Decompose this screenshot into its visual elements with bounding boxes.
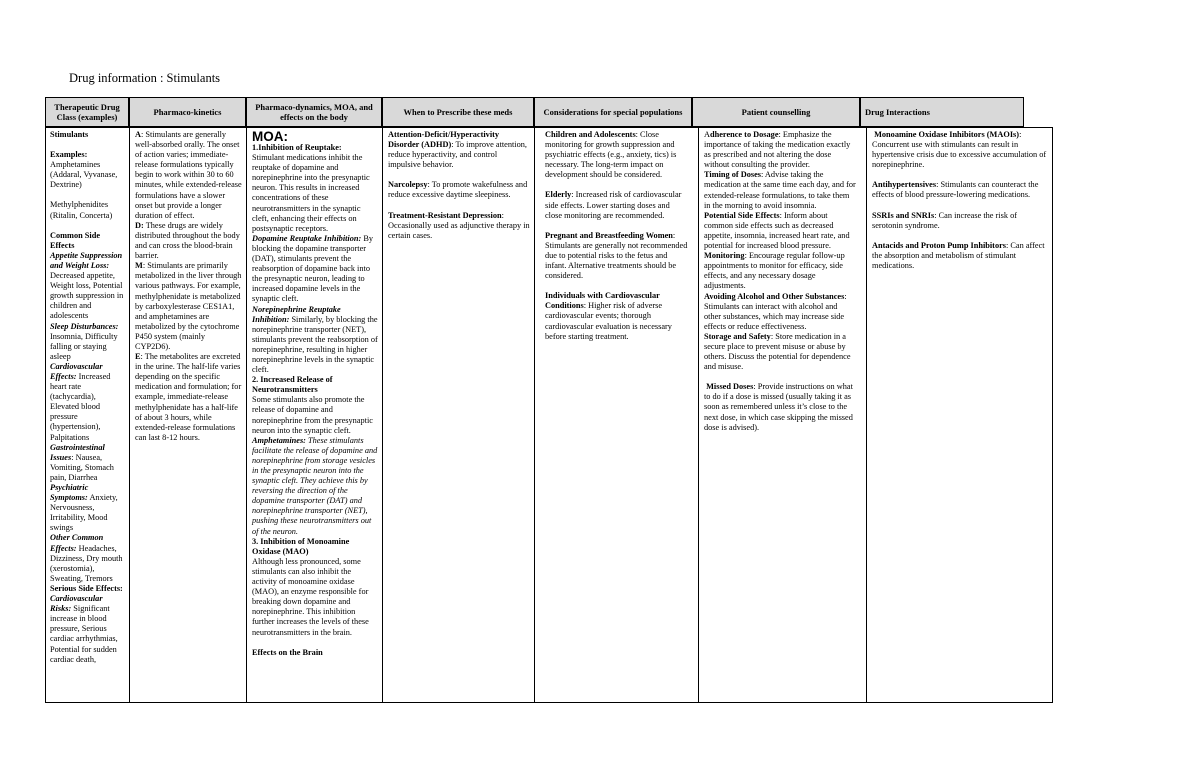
missed-doses-label: Missed Doses (706, 382, 754, 392)
adhd-text: : To improve attention, reduce hyperactivity, and control impulsive behavior. (388, 140, 527, 170)
adherence-text: : Emphasize the importance of taking the medication exactly as prescribed and not altering the dose without consulting the provider. (704, 130, 851, 170)
col-pharmacokinetics (129, 127, 246, 703)
children-label: Children and Adolescents (545, 130, 636, 139)
col-pharmacodynamics (246, 127, 382, 703)
maoi-label: Monoamine Oxidase Inhibitors (MAOIs) (874, 130, 1020, 139)
mao-text: Although less pronounced, some stimulants can also inhibit the activity of monoamine oxidase (MAO), an enzyme responsible for breaking down dopamine and norepinephrine. This inhibition further increases the levels of these neurotransmitters in the brain. (252, 556, 369, 637)
col-patient-counselling (698, 127, 860, 703)
cardio-text: Increased heart rate (tachycardia), Elevated blood pressure (hypertension), Palpitations (50, 371, 111, 442)
psych-label: Psychiatric Symptoms: (50, 483, 89, 503)
adhd-label: Attention-Deficit/Hyperactivity Disorder (ADHD) (388, 130, 500, 150)
trd-text: : Occasionally used as adjunctive therapy in certain cases. (388, 210, 530, 240)
ssri-label: SSRIs and SNRIs (872, 210, 935, 220)
col-when-to-prescribe (382, 127, 534, 703)
amphetamines-label: Amphetamines: (252, 435, 306, 445)
examples-methylphenidates: Methylphenidites (Ritalin, Concerta) (50, 200, 113, 220)
absorption-label: A (135, 130, 141, 139)
distribution-label: D: (135, 220, 144, 230)
timing-label: Timing of Doses (704, 170, 762, 180)
storage-text: : Store medication in a secure place to prevent misuse or abuse by others. Discuss the potential for dependence and misuse. (704, 331, 851, 372)
antihypertensives-label: Antihypertensives (872, 180, 937, 190)
maoi-text: : Concurrent use with stimulants can result in hypertensive crisis due to excessive accumulation of norepinephrine. (872, 130, 1047, 170)
col-drug-interactions (866, 127, 1053, 703)
cv-risks-label: Cardiovascular Risks: (50, 594, 103, 614)
elderly-text: : Increased risk of cardiovascular side effects. Lower starting doses and close monitoring are recommended. (545, 190, 682, 220)
header-drug-interactions: Drug Interactions (860, 97, 1024, 127)
col-drug-class (45, 127, 129, 703)
effects-brain-heading: Effects on the Brain (252, 647, 323, 657)
antihypertensives-text: : Stimulants can counteract the effects of blood pressure-lowering medications. (872, 180, 1039, 200)
elderly-label: Elderly (545, 190, 572, 200)
side-effects-label: Potential Side Effects (704, 210, 780, 220)
class-name: Stimulants (50, 130, 89, 139)
monitoring-label: Monitoring (704, 251, 745, 261)
trd-label: Treatment-Resistant Depression (388, 210, 502, 220)
pregnant-text: : Stimulants are generally not recommended due to potential risks to the fetus and infant. Alternative treatments should be considered. (545, 230, 688, 281)
col-special-populations (534, 127, 692, 703)
gi-text: : Nausea, Vomiting, Stomach pain, Diarrhea (50, 452, 114, 482)
header-pharmacodynamics: Pharmaco-dynamics, MOA, and effects on the body (246, 97, 382, 127)
cardiovascular-conditions-label: Individuals with Cardiovascular Conditions (545, 291, 660, 311)
nri-label: Norepinephrine Reuptake Inhibition: (252, 304, 341, 324)
common-side-effects-label: Common Side Effects (50, 230, 101, 250)
amphetamines-text: These stimulants facilitate the release of dopamine and norepinephrine from storage vesicles in the presynaptic neuron into the synaptic cleft. They achieve this by reversing the direction of the dopamine transporter (DAT) and norepinephrine transporter (NET), pushing these neurotransmitters out of the neuron. (252, 435, 378, 536)
side-effects-text: : Inform about common side effects such as decreased appetite, insomnia, increased heart rate, and potential for increased blood pressure. (704, 210, 850, 251)
narcolepsy-text: : To promote wakefulness and reduce excessive daytime sleepiness. (388, 180, 528, 200)
narcolepsy-label: Narcolepsy (388, 180, 428, 190)
dri-text: By blocking the dopamine transporter (DAT), stimulants prevent the reabsorption of dopamine back into the presynaptic neuron, leading to increased dopamine levels in the synaptic cleft. (252, 233, 374, 304)
header-drug-class: Therapeutic Drug Class (examples) (45, 97, 129, 127)
header-when-to-prescribe: When to Prescribe these meds (382, 97, 534, 127)
other-label: Other Common Effects: (50, 533, 104, 553)
avoid-alcohol-text: : Stimulants can interact with alcohol and other substances, which may increase side effects or reduce effectiveness. (704, 291, 847, 331)
children-text: : Close monitoring for growth suppression and psychiatric effects (e.g., anxiety, tics) is necessary. The long-term impact on development should be considered. (545, 130, 677, 180)
monitoring-text: : Encourage regular follow-up appointments to monitor for efficacy, side effects, and any necessary dosage adjustments. (704, 251, 845, 291)
antacids-text: : Can affect the absorption and metabolism of stimulant medications. (872, 240, 1045, 270)
sleep-label: Sleep Disturbances: (50, 321, 119, 331)
gi-label: Gastrointestinal Issues (50, 442, 105, 462)
other-text: Headaches, Dizziness, Dry mouth (xerostomia), Sweating, Tremors (50, 543, 123, 583)
metabolism-text: : Stimulants are primarily metabolized in the liver through various pathways. For example, methylphenidate is metabolized by carboxylesterase CES1A1, and amphetamines are metabolized by the cytochrome P450 system (mainly CYP2D6). (135, 261, 242, 351)
cardio-label: Cardiovascular Effects: (50, 361, 103, 381)
examples-amphetamines: Amphetamines (Addaral, Vyvanase, Dextrine) (50, 160, 118, 190)
release-heading: 2. Increased Release of Neurotransmitters (252, 375, 333, 395)
page-title: Drug information : Stimulants (69, 71, 221, 85)
reuptake-heading: 1.Inhibition of Reuptake: (252, 143, 342, 152)
nri-text: Similarly, by blocking the norepinephrine transporter (NET), stimulants prevent the reabsorption of norepinephrine, resulting in higher norepinephrine levels in the synaptic cleft. (252, 314, 378, 375)
cv-risks-text: Significant increase in blood pressure, Serious cardiac arrhythmias, Potential for sudden cardiac death, (50, 604, 118, 664)
appetite-text: Decreased appetite, Weight loss, Potential growth suppression in children and adolescents (50, 271, 124, 321)
header-patient-counselling: Patient counselling (692, 97, 860, 127)
metabolism-label: M (135, 261, 143, 271)
serious-label: Serious Side Effects: (50, 583, 123, 593)
distribution-text: These drugs are widely distributed throughout the body and can cross the blood-brain barrier. (135, 220, 240, 261)
dri-label: Dopamine Reuptake Inhibition: (252, 233, 362, 243)
reuptake-text: Stimulant medications inhibit the reuptake of dopamine and norepinephrine into the presynaptic neuron. This results in increased concentrations of these neurotransmitters in the synaptic cleft, enhancing their effects on postsynaptic receptors. (252, 153, 370, 233)
appetite-label: Appetite Suppression and Weight Loss: (50, 250, 123, 270)
excretion-text: : The metabolites are excreted in the urine. The half-life varies depending on the specific medication and formulation; for example, immediate-release methylphenidate has a half-life of about 3 hours, while extended-release formulations can last 8-12 hours. (135, 352, 242, 442)
avoid-alcohol-label: Avoiding Alcohol and Other Substances (704, 291, 845, 301)
adherence-label: dherence to Dosage (710, 130, 779, 139)
header-special-populations: Considerations for special populations (534, 97, 692, 127)
sleep-text: Insomnia, Difficulty falling or staying asleep (50, 331, 118, 361)
storage-label: Storage and Safety (704, 331, 771, 341)
ssri-text: : Can increase the risk of serotonin syndrome. (872, 210, 1017, 230)
missed-doses-text: : Provide instructions on what to do if a dose is missed (usually taking it as soon as remembered unless it’s close to the next dose, in which case skipping the missed dose is advised). (704, 382, 853, 432)
excretion-label: E (135, 352, 141, 362)
cardiovascular-conditions-text: : Higher risk of adverse cardiovascular events; thorough cardiovascular evaluation is necessary before starting treatment. (545, 301, 672, 341)
moa-heading: MOA: (252, 129, 288, 144)
timing-text: : Advise taking the medication at the same time each day, and for extended-release formulations, to take them in the morning to avoid insomnia. (704, 170, 856, 210)
examples-label: Examples: (50, 150, 88, 160)
adherence-initial: A (704, 130, 710, 139)
release-text: Some stimulants also promote the release of dopamine and norepinephrine from the presynaptic neuron into the synaptic cleft. (252, 395, 373, 435)
absorption-text: : Stimulants are generally well-absorbed orally. The onset of action varies; immediate-release formulations typically begin to work within 30 to 60 minutes, while extended-release formulations have a slower onset but provide a longer duration of effect. (135, 130, 242, 220)
mao-heading: 3. Inhibition of Monoamine Oxidase (MAO) (252, 536, 350, 556)
header-pharmacokinetics: Pharmaco-kinetics (129, 97, 246, 127)
pregnant-label: Pregnant and Breastfeeding Women (545, 230, 673, 240)
antacids-label: Antacids and Proton Pump Inhibitors (872, 240, 1007, 250)
psych-text: Anxiety, Nervousness, Irritability, Mood swings (50, 493, 118, 533)
